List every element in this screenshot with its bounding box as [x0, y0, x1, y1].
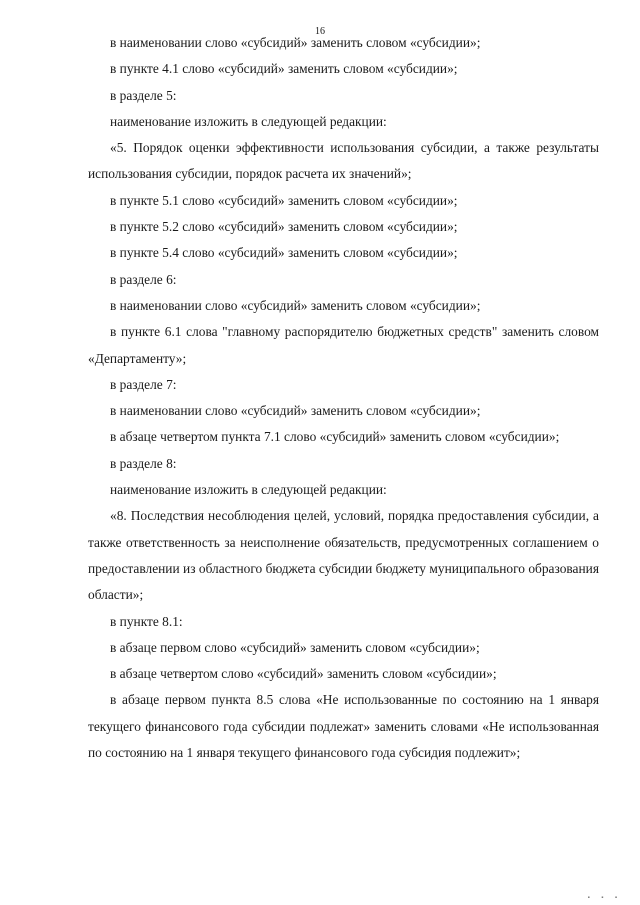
paragraph: в пункте 4.1 слово «субсидий» заменить словом «субсидии»;	[110, 61, 458, 77]
document-body	[88, 30, 599, 766]
paragraph: в наименовании слово «субсидий» заменить словом «субсидии»;	[110, 35, 481, 50]
paragraph: в разделе 6:	[110, 271, 177, 287]
paragraph: в разделе 8:	[110, 455, 177, 471]
paragraph: в разделе 5:	[110, 87, 177, 103]
scan-artifact-marks: ▪ ▪ ▪	[587, 895, 622, 901]
paragraph: в пункте 5.1 слово «субсидий» заменить словом «субсидии»;	[110, 192, 458, 208]
paragraph: в наименовании слово «субсидий» заменить словом «субсидии»;	[110, 403, 481, 419]
paragraph: в пункте 5.2 слово «субсидий» заменить словом «субсидии»;	[110, 219, 458, 235]
paragraph: «5. Порядок оценки эффективности использования субсидии, а также результаты использования субсидии, порядок расчета их значений»;	[88, 140, 599, 182]
paragraph: в разделе 7:	[110, 376, 177, 392]
paragraph: в абзаце четвертом пункта 7.1 слово «субсидий» заменить словом «субсидии»;	[110, 429, 560, 445]
paragraph: в пункте 6.1 слова "главному распорядителю бюджетных средств" заменить словом «Департаменту»;	[88, 324, 599, 366]
paragraph: в пункте 8.1:	[110, 613, 183, 629]
paragraph: в абзаце первом пункта 8.5 слова «Не использованные по состоянию на 1 января текущего финансового года субсидии подлежат» заменить словами «Не использованная по состоянию на 1 января текущего финансового года субсидия подлежит»;	[88, 692, 599, 761]
paragraph: наименование изложить в следующей редакции:	[110, 482, 387, 498]
paragraph: в пункте 5.4 слово «субсидий» заменить словом «субсидии»;	[110, 245, 458, 261]
paragraph: в наименовании слово «субсидий» заменить словом «субсидии»;	[110, 297, 481, 313]
paragraph: «8. Последствия несоблюдения целей, условий, порядка предоставления субсидии, а также ответственность за неисполнение обязательств, предусмотренных соглашением о предоставлении из областного бюджета субсидии бюджету муниципального образования области»;	[88, 508, 599, 603]
paragraph: в абзаце четвертом слово «субсидий» заменить словом «субсидии»;	[110, 666, 497, 682]
page-number: 16	[315, 26, 325, 37]
paragraph: в абзаце первом слово «субсидий» заменить словом «субсидии»;	[110, 639, 480, 655]
paragraph: наименование изложить в следующей редакции:	[110, 113, 387, 129]
